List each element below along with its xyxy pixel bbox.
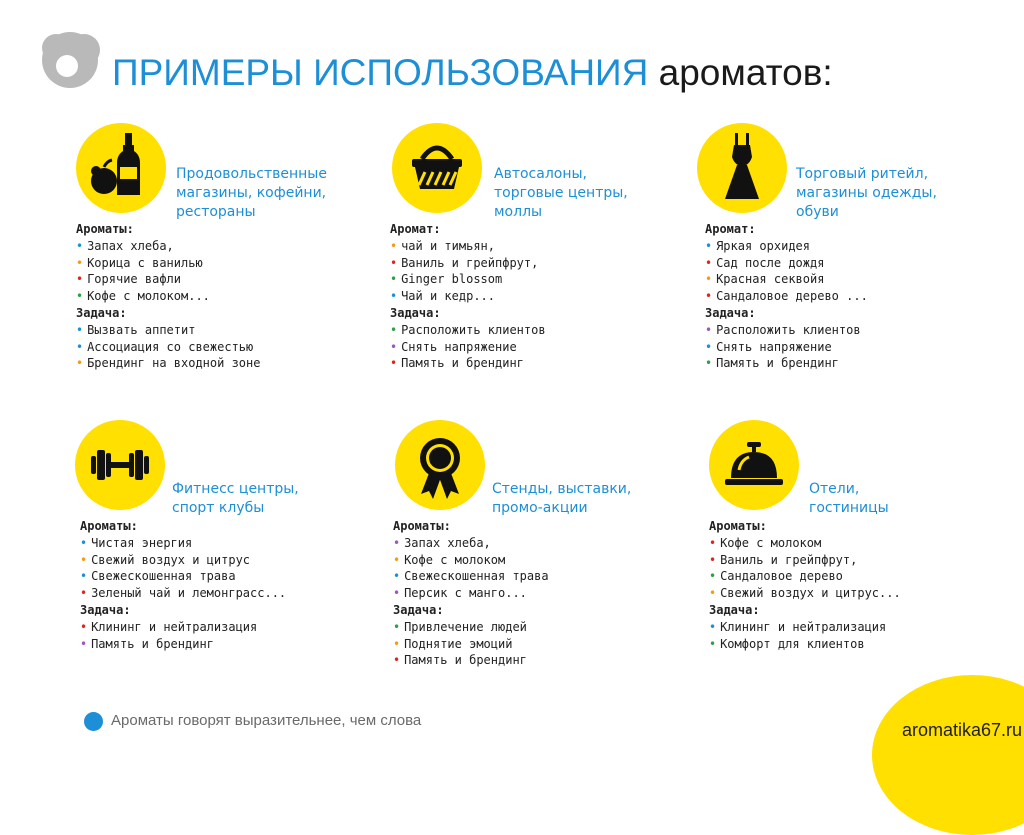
card-icon-circle [395,420,485,510]
aroma-item: • Запах хлеба, [76,238,174,253]
footer-bullet [84,712,103,731]
aroma-label: Аромат: [390,222,441,236]
task-item: • Комфорт для клиентов [709,636,865,651]
wine-bottle-apple-icon [76,123,166,213]
reception-bell-icon [709,420,799,510]
task-item: • Расположить клиентов [390,322,546,337]
card-hotels [709,420,1024,670]
aroma-item: • Красная секвойя [705,272,825,287]
aroma-item: • Чистая энергия [80,535,193,550]
card-details [393,518,549,669]
card-details [76,221,260,372]
aroma-item: • Свежий воздух и цитрус [80,552,251,567]
dress-icon [697,123,787,213]
aroma-item: • Зеленый чай и лемонграсс... [80,586,287,601]
task-item: • Брендинг на входной зоне [76,356,261,371]
card-details [709,518,901,652]
card-category: Стенды, выставки, промо-акции [492,481,632,516]
task-item: • Вызвать аппетит [76,322,196,337]
card-exhibitions [393,420,713,670]
card-category: Фитнесс центры, спорт клубы [172,481,299,516]
aroma-item: • Свежий воздух и цитрус... [709,586,901,601]
task-item: • Снять напряжение [390,339,517,354]
card-category: Торговый ритейл, магазины одежды, обуви [796,166,937,220]
card-details [705,221,868,372]
brand-yellow-blob [872,675,1024,835]
task-item: • Клининг и нейтрализация [80,619,258,634]
aroma-item: • Кофе с молоком... [76,289,210,304]
task-item: • Привлечение людей [393,619,527,634]
aroma-item: • Сандаловое дерево [709,569,843,584]
card-category: Отели, гостиницы [809,481,889,516]
card-icon-circle [697,123,787,213]
task-item: • Клининг и нейтрализация [709,619,887,634]
task-item: • Память и брендинг [80,636,214,651]
aroma-item: • Сандаловое дерево ... [705,289,868,304]
aroma-label: Ароматы: [709,519,767,533]
aroma-item: • Ваниль и грейпфрут, [709,552,858,567]
card-icon-circle [709,420,799,510]
aroma-label: Ароматы: [393,519,451,533]
aroma-item: • Свежескошенная трава [80,569,236,584]
aroma-item: • Запах хлеба, [393,535,491,550]
aroma-item: • Ginger blossom [390,272,503,287]
task-label: Задача: [393,602,444,617]
shopping-basket-icon [392,123,482,213]
task-label: Задача: [80,602,131,617]
aroma-label: Аромат: [705,222,756,236]
card-icon-circle [392,123,482,213]
card-fitness [80,420,400,670]
task-item: • Поднятие эмоций [393,636,513,651]
aroma-label: Ароматы: [80,519,138,533]
task-label: Задача: [705,305,756,320]
card-category: Автосалоны, торговые центры, моллы [494,166,628,220]
aroma-item: • чай и тимьян, [390,238,495,253]
aroma-item: • Персик с манго... [393,586,527,601]
aroma-item: • Кофе с молоком [709,535,822,550]
aroma-label: Ароматы: [76,222,134,236]
task-label: Задача: [390,305,441,320]
card-icon-circle [76,123,166,213]
title-part-1: ПРИМЕРЫ ИСПОЛЬЗОВАНИЯ [112,52,649,93]
aroma-item: • Корица с ванилью [76,255,203,270]
aroma-item: • Горячие вафли [76,272,181,287]
page-title [112,50,833,96]
task-label: Задача: [76,305,127,320]
card-retail [705,123,1024,373]
award-ribbon-icon [395,420,485,510]
dumbbell-icon [75,420,165,510]
card-auto-malls [390,123,710,373]
aroma-item: • Чай и кедр... [390,289,495,304]
aroma-item: • Ваниль и грейпфрут, [390,255,539,270]
aroma-item: • Свежескошенная трава [393,569,549,584]
task-item: • Ассоциация со свежестью [76,339,254,354]
card-details [80,518,286,652]
brand-website: aromatika67.ru [902,720,1023,740]
footer-tagline: Ароматы говорят выразительнее, чем слова [111,712,422,729]
task-item: • Расположить клиентов [705,322,861,337]
card-details [390,221,546,372]
aroma-item: • Кофе с молоком [393,552,506,567]
title-part-2: ароматов: [658,52,833,93]
brand-logo [36,30,104,90]
aroma-item: • Сад после дождя [705,255,825,270]
task-item: • Память и брендинг [705,356,839,371]
card-category: Продовольственные магазины, кофейни, рестораны [176,166,327,220]
aroma-item: • Яркая орхидея [705,238,810,253]
task-label: Задача: [709,602,760,617]
task-item: • Снять напряжение [705,339,832,354]
task-item: • Память и брендинг [390,356,524,371]
task-item: • Память и брендинг [393,653,527,668]
card-grocery [76,123,396,373]
card-icon-circle [75,420,165,510]
